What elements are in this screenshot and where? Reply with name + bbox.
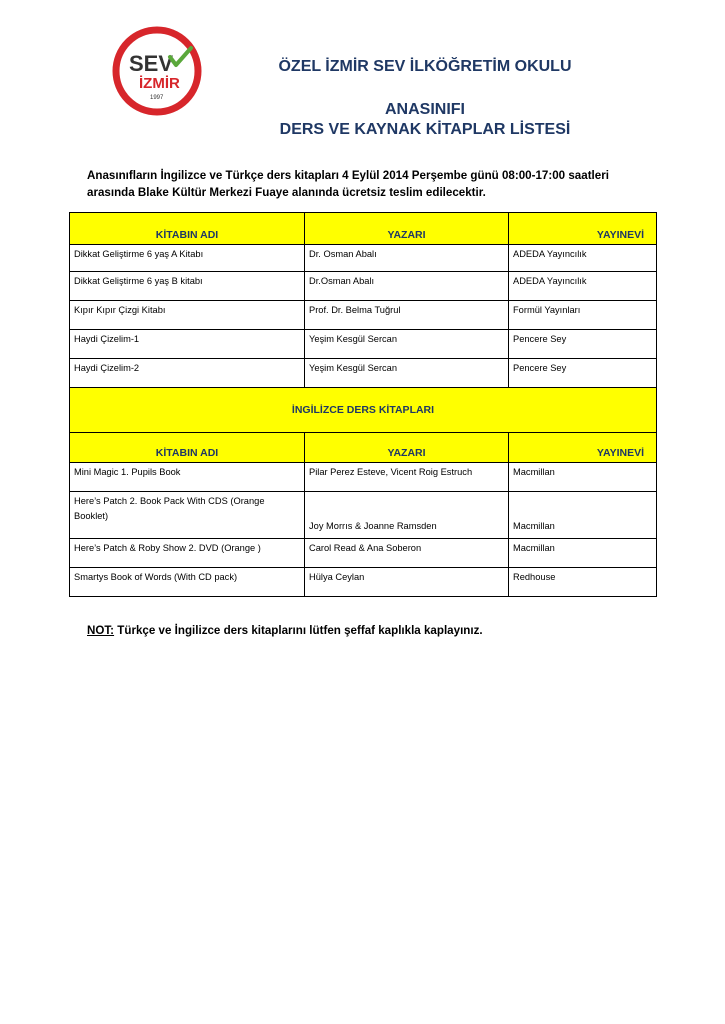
note-label: NOT:: [87, 624, 115, 637]
table-row: [70, 492, 657, 539]
table-row: [70, 568, 657, 597]
book-author: Joy Morrıs & Joanne Ramsden: [305, 492, 509, 539]
logo-year: 1997: [150, 95, 164, 101]
document-title-line-2: DERS VE KAYNAK KİTAPLAR LİSTESİ: [279, 121, 571, 138]
book-list-table: [69, 212, 657, 597]
table-row: [70, 539, 657, 568]
book-author: Prof. Dr. Belma Tuğrul: [305, 301, 509, 330]
logo-text-top: SEV: [129, 51, 174, 76]
table-header-row: [70, 213, 657, 245]
book-publisher: Redhouse: [509, 568, 657, 597]
book-title: Here’s Patch 2. Book Pack With CDS (Orange Booklet): [70, 492, 305, 539]
column-header-author: YAZARI: [305, 213, 509, 245]
book-title: Kıpır Kıpır Çizgi Kitabı: [70, 301, 305, 330]
column-header-publisher: YAYINEVİ: [509, 433, 657, 463]
table-header-row: [70, 433, 657, 463]
book-publisher: Macmillan: [509, 539, 657, 568]
book-author: Hülya Ceylan: [305, 568, 509, 597]
book-publisher: Formül Yayınları: [509, 301, 657, 330]
note-text: Türkçe ve İngilizce ders kitaplarını lütfen şeffaf kaplıkla kaplayınız.: [114, 624, 483, 637]
book-publisher: Macmillan: [509, 492, 657, 539]
table-row: [70, 245, 657, 272]
book-title: Haydi Çizelim-2: [70, 359, 305, 388]
book-publisher: Pencere Sey: [509, 330, 657, 359]
table-row: [70, 359, 657, 388]
column-header-author: YAZARI: [305, 433, 509, 463]
table-row: [70, 272, 657, 301]
book-author: Dr. Osman Abalı: [305, 245, 509, 272]
book-publisher: Pencere Sey: [509, 359, 657, 388]
book-author: Carol Read & Ana Soberon: [305, 539, 509, 568]
intro-paragraph: [87, 167, 647, 201]
intro-line-1: Anasınıfların İngilizce ve Türkçe ders kitapları 4 Eylül 2014 Perşembe günü 08:00-17:00 saatleri: [87, 169, 609, 182]
book-title: Mini Magic 1. Pupils Book: [70, 463, 305, 492]
book-title: Dikkat Geliştirme 6 yaş A Kitabı: [70, 245, 305, 272]
book-author: Pilar Perez Esteve, Vicent Roig Estruch: [305, 463, 509, 492]
book-publisher: Macmillan: [509, 463, 657, 492]
logo-text-bottom: İZMİR: [139, 75, 180, 92]
book-publisher: ADEDA Yayıncılık: [509, 245, 657, 272]
school-name: ÖZEL İZMİR SEV İLKÖĞRETİM OKULU: [278, 58, 572, 75]
column-header-title: KİTABIN ADI: [70, 213, 305, 245]
intro-line-2: arasında Blake Kültür Merkezi Fuaye alanında ücretsiz teslim edilecektir.: [87, 186, 486, 199]
table-row: [70, 330, 657, 359]
book-title: Dikkat Geliştirme 6 yaş B kitabı: [70, 272, 305, 301]
book-publisher: ADEDA Yayıncılık: [509, 272, 657, 301]
book-author: Yeşim Kesgül Sercan: [305, 359, 509, 388]
section-header-row: [70, 388, 657, 433]
book-author: Dr.Osman Abalı: [305, 272, 509, 301]
column-header-publisher: YAYINEVİ: [509, 213, 657, 245]
book-title: Smartys Book of Words (With CD pack): [70, 568, 305, 597]
document-title-line-1: ANASINIFI: [385, 101, 465, 118]
table-row: [70, 301, 657, 330]
note: [87, 624, 483, 637]
book-title: Haydi Çizelim-1: [70, 330, 305, 359]
english-section-title: İNGİLİZCE DERS KİTAPLARI: [70, 388, 657, 433]
book-title: Here’s Patch & Roby Show 2. DVD (Orange ): [70, 539, 305, 568]
column-header-title: KİTABIN ADI: [70, 433, 305, 463]
table-row: [70, 463, 657, 492]
book-author: Yeşim Kesgül Sercan: [305, 330, 509, 359]
